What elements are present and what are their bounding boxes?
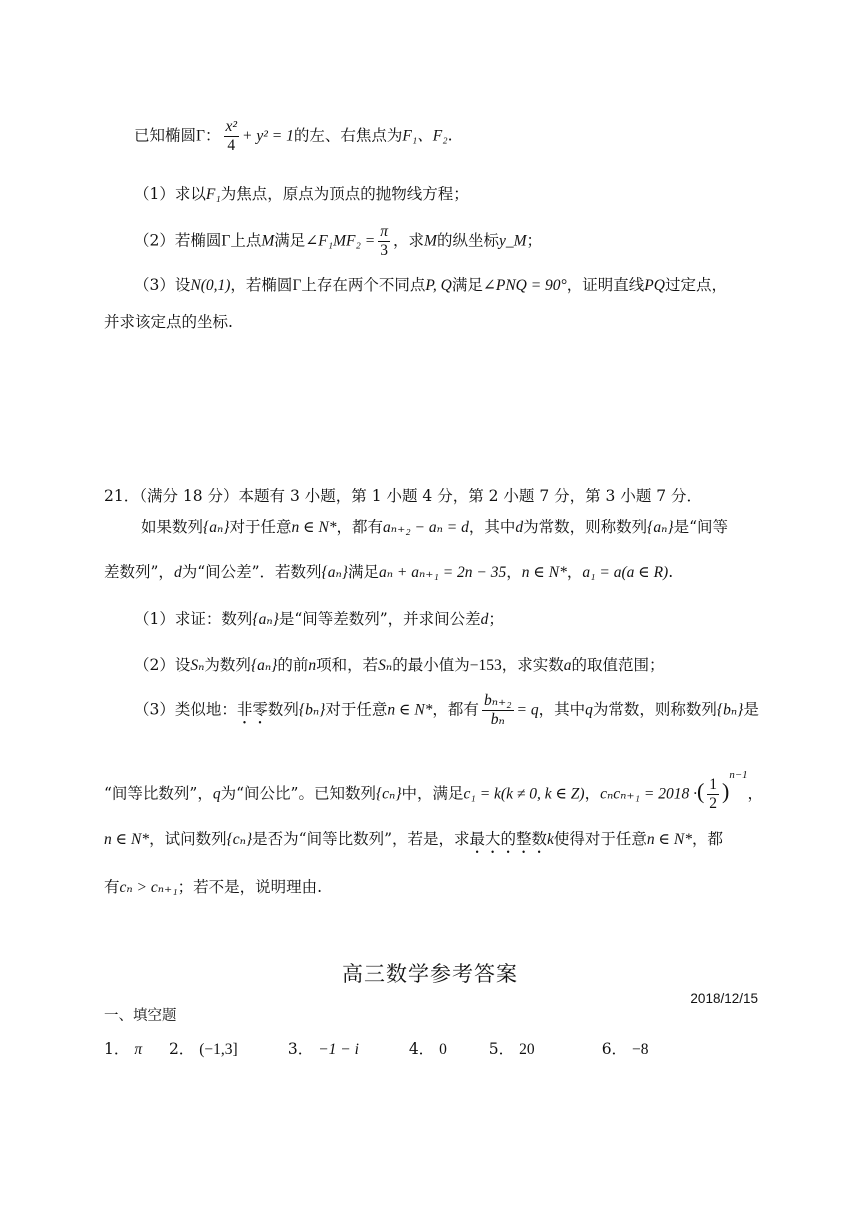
fraction-numerator: 1	[709, 776, 718, 793]
fraction	[707, 776, 719, 813]
sequence-a: {aₙ}	[250, 657, 278, 674]
fraction-denominator: 4	[227, 136, 236, 154]
paren-right: )	[722, 778, 730, 804]
p20-q1	[134, 185, 469, 205]
answer-value: −8	[632, 1041, 649, 1058]
text: 的纵坐标	[436, 231, 499, 250]
text: 的取值范围；	[571, 656, 665, 674]
text: 上点	[230, 231, 262, 250]
text: 满足	[274, 231, 306, 250]
text: （2）若椭圆	[134, 231, 222, 250]
answer-value: 0	[439, 1041, 447, 1058]
answer-item	[169, 1040, 283, 1060]
p20-q2	[134, 223, 542, 260]
text: 为常数，则称数列	[592, 700, 717, 719]
y-m: y_M	[498, 232, 527, 250]
fraction-numerator: π	[380, 223, 389, 240]
fraction-denominator: bₙ	[490, 710, 505, 728]
n-in-n: n ∈ N*	[646, 831, 692, 848]
var-sn: Sₙ	[378, 657, 393, 674]
text: ；	[526, 231, 543, 250]
point-m: M	[424, 232, 437, 250]
focus-f1: F₁	[205, 186, 221, 203]
fraction	[482, 692, 514, 729]
n-in-n: n ∈ N*	[104, 831, 150, 848]
text: 满足	[451, 276, 483, 294]
p21-q3-line3	[104, 830, 723, 857]
text: 为焦点，原点为顶点的抛物线方程；	[220, 185, 469, 203]
text: 如果数列	[141, 518, 204, 536]
answer-item	[288, 1040, 404, 1060]
equation: c₁ = k(k ≠ 0, k ∈ Z)	[463, 785, 585, 803]
text: 是“间等	[673, 518, 729, 536]
text: .	[668, 563, 674, 581]
text: 数列	[267, 700, 299, 719]
fraction	[378, 223, 390, 260]
text: ，都有	[336, 518, 384, 536]
text: （1）求证：数列	[134, 610, 253, 628]
angle: ∠PNQ = 90°	[482, 277, 567, 294]
n-in-n: n ∈ N*	[521, 564, 567, 581]
line-pq: PQ	[644, 277, 665, 294]
var-n: n	[308, 657, 317, 674]
sequence-b: {bₙ}	[298, 701, 326, 719]
text: 是“间等差数列”，并求间公差	[278, 610, 481, 628]
text: ：	[204, 126, 221, 145]
text: ，若椭圆	[230, 276, 293, 294]
text: 项和，若	[316, 656, 379, 674]
text: （3）设	[134, 276, 191, 294]
inequality: cₙ > cₙ₊₁	[119, 879, 178, 896]
text: ，试问数列	[149, 830, 227, 848]
answer-number: 6．	[601, 1040, 628, 1058]
point-m: M	[261, 232, 275, 250]
var-q: q	[585, 701, 593, 719]
p21-def-line1	[141, 518, 728, 538]
text: 已知椭圆	[134, 126, 197, 145]
n-in-n: n ∈ N*	[387, 701, 433, 719]
var-sn: Sₙ	[190, 657, 205, 674]
text: 使得对于任意	[553, 830, 647, 848]
var-a: a	[563, 657, 572, 674]
exponent: n−1	[729, 769, 748, 782]
text: 的最小值为	[392, 656, 470, 674]
text: （2）设	[134, 656, 191, 674]
text: 为“间公比”。已知数列	[220, 784, 376, 803]
text: ，	[506, 563, 522, 581]
gamma-symbol: Γ	[196, 127, 205, 145]
text: 有	[104, 878, 120, 896]
sequence-c: {cₙ}	[375, 785, 402, 803]
answers-row	[104, 1040, 649, 1060]
fraction-numerator: x²	[225, 118, 238, 135]
text: 是否为“间等比数列”，若是，求	[252, 830, 470, 848]
text: （3）类似地：	[134, 700, 237, 719]
p21-def-line2	[104, 563, 673, 583]
var-d: d	[480, 611, 489, 628]
text: ；	[488, 610, 504, 628]
equation: = q	[516, 701, 539, 719]
text: 过定点，	[664, 276, 727, 294]
text: 上存在两个不同点	[301, 276, 426, 294]
text: 为常数，则称数列	[523, 518, 648, 536]
text: 为数列	[204, 656, 251, 674]
text: 对于任意	[229, 518, 292, 536]
answer-number: 2．	[168, 1040, 195, 1058]
p21-q3-line4	[104, 878, 322, 898]
emphasis-text: 最大的整数	[469, 830, 548, 848]
answer-number: 3．	[287, 1040, 314, 1058]
text: ，求实数	[501, 656, 564, 674]
answer-value: (−1,3]	[199, 1041, 238, 1058]
equation: cₙcₙ₊₁ = 2018 ·	[600, 785, 697, 803]
answer-item	[602, 1040, 649, 1060]
answer-value: −1 − i	[318, 1041, 359, 1058]
text: 的前	[277, 656, 309, 674]
text: ，	[747, 784, 764, 803]
fraction-denominator: 3	[380, 241, 388, 259]
text: 的左、右焦点为	[293, 126, 403, 145]
text: 是	[743, 700, 759, 719]
text: ，都有	[432, 700, 479, 719]
p21-q3-line2	[104, 769, 764, 813]
text: ，其中	[538, 700, 586, 719]
gamma-symbol: Γ	[292, 277, 302, 294]
text: ，都	[691, 830, 723, 848]
equation: aₙ + aₙ₊₁ = 2n − 35	[379, 564, 507, 581]
text: ，其中	[468, 518, 516, 536]
fraction	[224, 118, 240, 155]
p21-q1	[134, 610, 504, 630]
text: （1）求以	[134, 185, 206, 203]
text: ，	[584, 784, 601, 803]
p20-q3	[134, 276, 727, 296]
sequence-a: {aₙ}	[203, 519, 230, 536]
emphasis-text: 非零	[236, 700, 268, 719]
answer-value: π	[134, 1041, 143, 1058]
answer-item	[104, 1040, 164, 1060]
value: −153	[469, 657, 502, 674]
sequence-a: {aₙ}	[252, 611, 279, 628]
var-q: q	[212, 785, 221, 803]
sequence-b: {bₙ}	[716, 701, 744, 719]
text: “间等比数列”，	[104, 784, 213, 803]
equation: a₁ = a(a ∈ R)	[582, 564, 669, 581]
fraction-denominator: 2	[709, 794, 718, 812]
text: ，	[566, 563, 583, 581]
text: 中，满足	[401, 784, 464, 803]
var-d: d	[173, 564, 182, 581]
text: ，求	[393, 231, 425, 250]
text: ，证明直线	[566, 276, 645, 294]
answers-date: 2018/12/15	[690, 991, 758, 1006]
paren-left: (	[696, 778, 705, 804]
answer-number: 1．	[104, 1040, 130, 1058]
answer-value: 20	[519, 1041, 535, 1058]
gamma-symbol: Γ	[221, 232, 231, 250]
answer-number: 4．	[408, 1040, 435, 1058]
text: 为“间公差”．若数列	[181, 563, 322, 581]
answers-section: 一、填空题	[104, 1008, 177, 1024]
n-in-n: n ∈ N*	[291, 519, 337, 536]
sequence-c: {cₙ}	[226, 831, 253, 848]
text: 差数列”，	[104, 563, 174, 581]
sequence-a: {aₙ}	[321, 564, 348, 581]
point-n: N(0,1)	[190, 277, 231, 294]
fraction-numerator: bₙ₊₂	[483, 692, 512, 709]
p20-intro	[134, 118, 453, 155]
p21-header: 21．（满分 18 分）本题有 3 小题，第 1 小题 4 分，第 2 小题 7 分，第 3 小题 7 分．	[104, 487, 703, 505]
p21-q3	[134, 692, 759, 729]
text: .	[447, 126, 453, 145]
equation: + y² = 1	[242, 127, 294, 145]
text: 对于任意	[325, 700, 388, 719]
answers-title: 高三数学参考答案	[342, 962, 518, 986]
text: 满足	[347, 563, 379, 581]
var-d: d	[515, 519, 524, 536]
angle: ∠F₁MF₂ =	[305, 232, 376, 250]
foci: F₁、F₂	[402, 127, 448, 145]
text: ；若不是，说明理由.	[177, 878, 323, 896]
points-pq: P, Q	[425, 277, 452, 294]
answer-item	[489, 1040, 597, 1060]
p21-q2	[134, 656, 665, 676]
answer-item	[409, 1040, 484, 1060]
var-k: k	[547, 831, 554, 848]
answer-number: 5．	[488, 1040, 515, 1058]
equation: aₙ₊₂ − aₙ = d	[383, 519, 469, 536]
p20-q3-line2: 并求该定点的坐标.	[104, 313, 233, 331]
sequence-a: {aₙ}	[647, 519, 674, 536]
